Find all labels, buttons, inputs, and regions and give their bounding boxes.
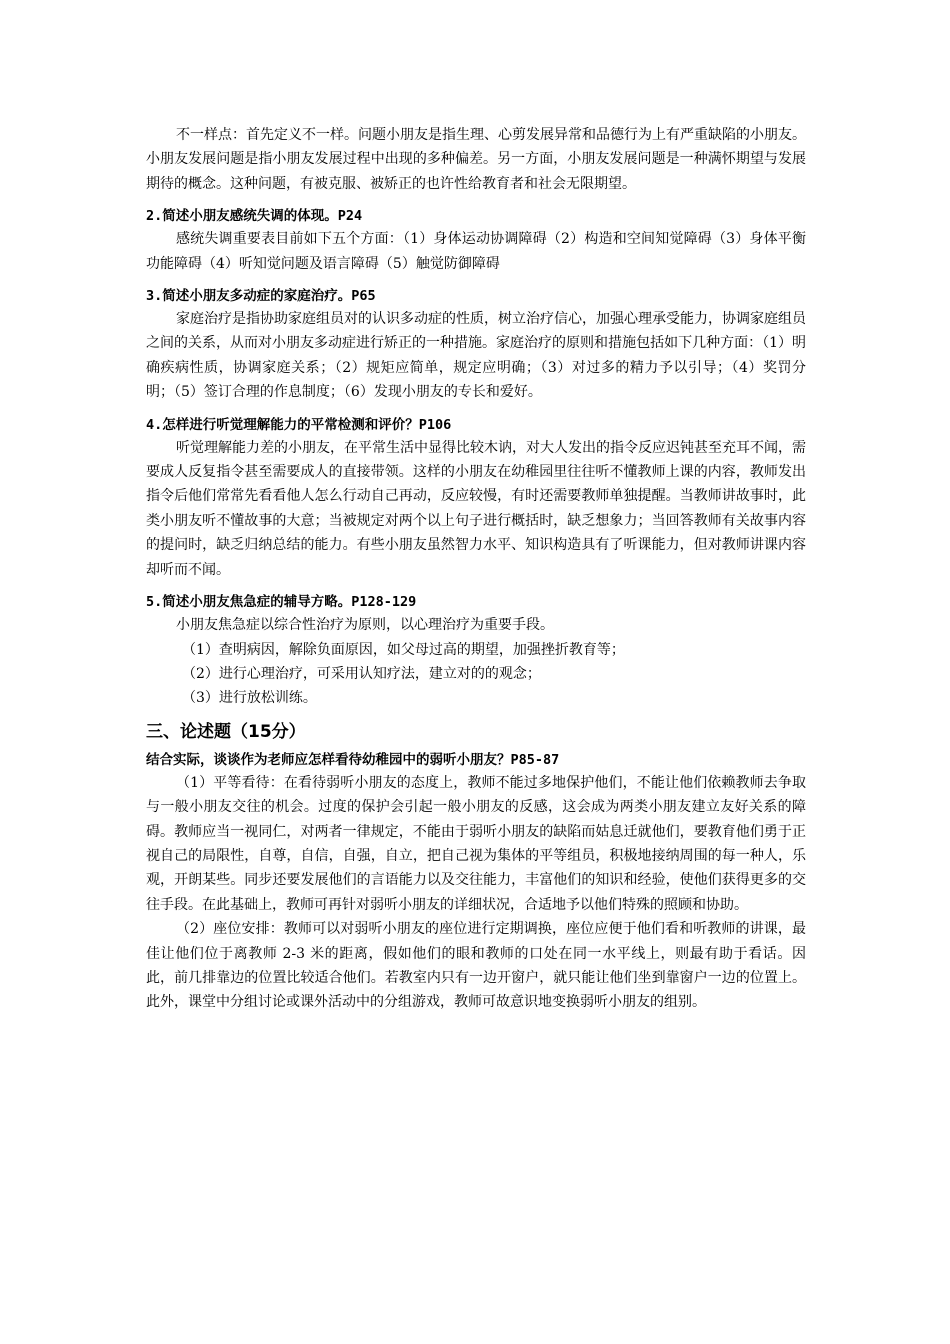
- essay-question: 结合实际，谈谈作为老师应怎样看待幼稚园中的弱听小朋友？P85-87: [146, 751, 560, 768]
- question-3-title: 3.简述小朋友多动症的家庭治疗。P65: [146, 288, 376, 305]
- question-5-item-3: （3）进行放松训练。: [182, 690, 317, 707]
- question-2-title: 2.简述小朋友感统失调的体现。P24: [146, 208, 363, 225]
- question-3-answer: 家庭治疗是指协助家庭组员对的认识多动症的性质，树立治疗信心，加强心理承受能力，协调家庭组员之间的关系，从而对小朋友多动症进行矫正的一种措施。家庭治疗的原则和措施包括如下几种方面：（1）明确疾病性质，协调家庭关系；（2）规矩应简单，规定应明确；（3）对过多的精力予以引导；（4）奖罚分明；（5）签订合理的作息制度；（6）发现小朋友的专长和爱好。: [146, 311, 806, 401]
- document-page: [146, 123, 806, 1015]
- question-5-item-1: （1）查明病因，解除负面原因，如父母过高的期望，加强挫折教育等；: [182, 641, 625, 658]
- question-4-title: 4.怎样进行听觉理解能力的平常检测和评价？P106: [146, 416, 452, 433]
- question-5-title: 5.简述小朋友焦急症的辅导方略。P128-129: [146, 594, 417, 611]
- essay-answer-paragraph-2: （2）座位安排：教师可以对弱听小朋友的座位进行定期调换，座位应便于他们看和听教师的讲课，最佳让他们位于离教师 2-3 米的距离，假如他们的眼和教师的口处在同一水平线上，则最有助于看话。因此，前几排靠边的位置比较适合他们。若教室内只有一边开窗户，就只能让他们坐到靠窗户一边的位置上。此外，课堂中分组讨论或课外活动中的分组游戏，教师可故意识地变换弱听小朋友的组别。: [146, 921, 806, 1011]
- question-4-answer: 听觉理解能力差的小朋友，在平常生活中显得比较木讷，对大人发出的指令反应迟钝甚至充耳不闻，需要成人反复指令甚至需要成人的直接带领。这样的小朋友在幼稚园里往往听不懂教师上课的内容，教师发出指令后他们常常先看看他人怎么行动自己再动，反应较慢，有时还需要教师单独提醒。当教师讲故事时，此类小朋友听不懂故事的大意；当被规定对两个以上句子进行概括时，缺乏想象力；当回答教师有关故事内容的提问时，缺乏归纳总结的能力。有些小朋友虽然智力水平、知识构造具有了听课能力，但对教师讲课内容却听而不闻。: [146, 439, 806, 578]
- intro-paragraph: 不一样点：首先定义不一样。问题小朋友是指生理、心剪发展异常和品德行为上有严重缺陷的小朋友。小朋友发展问题是指小朋友发展过程中出现的多种偏差。另一方面，小朋友发展问题是一种满怀期望与发展期待的概念。这种问题，有被克服、被矫正的也许性给教育者和社会无限期望。: [146, 127, 806, 192]
- question-5-item-2: （2）进行心理治疗，可采用认知疗法，建立对的的观念；: [182, 665, 541, 682]
- question-5-lead: 小朋友焦急症以综合性治疗为原则，以心理治疗为重要手段。: [176, 617, 554, 634]
- question-2-answer: 感统失调重要表目前如下五个方面：（1）身体运动协调障碍（2）构造和空间知觉障碍（3）身体平衡功能障碍（4）听知觉问题及语言障碍（5）触觉防御障碍: [146, 231, 806, 272]
- section-3-title: 三、论述题（15分）: [146, 721, 306, 742]
- essay-answer-paragraph-1: （1）平等看待：在看待弱听小朋友的态度上，教师不能过多地保护他们，不能让他们依赖教师去争取与一般小朋友交往的机会。过度的保护会引起一般小朋友的反感，这会成为两类小朋友建立友好关系的障碍。教师应当一视同仁，对两者一律规定，不能由于弱听小朋友的缺陷而姑息迁就他们，要教育他们勇于正视自己的局限性，自尊，自信，自强，自立，把自己视为集体的平等组员，积极地接纳周围的每一种人，乐观，开朗某些。同步还要发展他们的言语能力以及交往能力，丰富他们的知识和经验，使他们获得更多的交往手段。在此基础上，教师可再针对弱听小朋友的详细状况，合适地予以他们特殊的照顾和协助。: [146, 774, 806, 913]
